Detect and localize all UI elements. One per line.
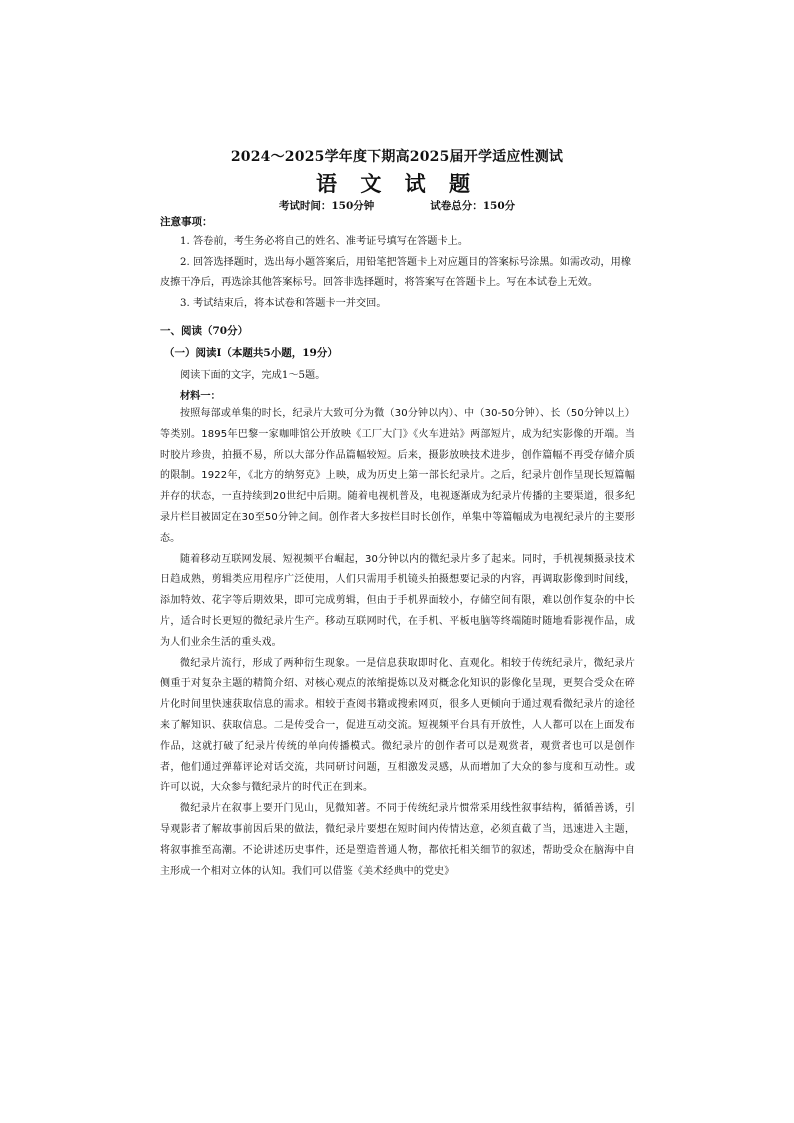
passage-paragraph: 按照每部或单集的时长，纪录片大致可分为微（30分钟以内）、中（30-50分钟）、长（50分钟以上）等类别。1895年巴黎一家咖啡馆公开放映《工厂大门》《火车进站》两部短片，成为纪实影像的开端。当时胶片珍贵，拍摄不易，所以大部分作品篇幅较短。后来，摄影放映技术进步，创作篇幅不再受存储介质的限制。1922年，《北方的纳努克》上映，成为历史上第一部长纪录片。之后，纪录片创作呈现长短篇幅并存的状态，一直持续到20世纪中后期。随着电视机普及，电视逐渐成为纪录片传播的主要渠道，很多纪录片栏目被固定在30至50分钟之间。创作者大多按栏目时长创作，单集中等篇幅成为电视纪录片的主要形态。 xyxy=(160,408,635,544)
notice-list xyxy=(160,232,635,314)
notice-item: 2. 回答选择题时，选出每小题答案后，用铅笔把答题卡上对应题目的答案标号涂黑。如需改动，用橡皮擦干净后，再选涂其他答案标号。回答非选择题时，将答案写在答题卡上。写在本试卷上无效。 xyxy=(160,256,632,288)
passage-paragraph: 微纪录片在叙事上要开门见山，见微知著。不同于传统纪录片惯常采用线性叙事结构，循循善诱，引导观影者了解故事前因后果的做法，微纪录片要想在短时间内传情达意，必须直截了当，迅速进入主题，将叙事推至高潮。不论讲述历史事件，还是塑造普通人物，都依托相关细节的叙述，帮助受众在脑海中自主形成一个相对立体的认知。我们可以借鉴《美术经典中的党史》 xyxy=(160,803,635,877)
exam-meta xyxy=(0,198,794,213)
notice-item: 3. 考试结束后，将本试卷和答题卡一并交回。 xyxy=(180,297,387,309)
total-score: 试卷总分：150分 xyxy=(430,200,516,212)
passage-paragraph: 微纪录片流行，形成了两种衍生现象。一是信息获取即时化、直观化。相较于传统纪录片，微纪录片侧重于对复杂主题的精简介绍、对核心观点的浓缩提炼以及对概念化知识的影像化呈现，更契合受众在碎片化时间里快速获取信息的需求。相较于查阅书籍或搜索网页，很多人更倾向于通过观看微纪录片的途径来了解知识、获取信息。二是传受合一，促进互动交流。短视频平台具有开放性，人人都可以在上面发布作品，这就打破了纪录片传统的单向传播模式。微纪录片的创作者可以是观赏者，观赏者也可以是创作者，他们通过弹幕评论对话交流，共同研讨问题，互相激发灵感，从而增加了大众的参与度和互动性。或许可以说，大众参与微纪录片的时代正在到来。 xyxy=(160,657,635,794)
question-instruction: 阅读下面的文字，完成1～5题。 xyxy=(180,370,326,381)
exam-title: 2024～2025学年度下期高2025届开学适应性测试 xyxy=(230,149,564,165)
section-heading: 一、阅读（70分） xyxy=(160,325,249,337)
subject-title: 语 文 试 题 xyxy=(316,171,478,196)
exam-time: 考试时间：150分钟 xyxy=(278,200,375,212)
notice-heading: 注意事项： xyxy=(160,216,213,228)
material-label: 材料一： xyxy=(180,390,221,402)
subsection-heading: （一）阅读Ⅰ（本题共5小题，19分） xyxy=(164,347,338,359)
notice-item: 1. 答卷前，考生务必将自己的姓名、准考证号填写在答题卡上。 xyxy=(180,236,469,247)
reading-passage xyxy=(160,404,635,882)
passage-paragraph: 随着移动互联网发展、短视频平台崛起，30分钟以内的微纪录片多了起来。同时，手机视频摄录技术日趋成熟，剪辑类应用程序广泛使用，人们只需用手机镜头拍摄想要记录的内容，再调取影像到时间线，添加特效、花字等后期效果，即可完成剪辑，但由于手机界面较小，存储空间有限，难以创作复杂的中长片，适合时长更短的微纪录片生产。移动互联网时代，在手机、平板电脑等终端随时随地看影视作品，成为人们业余生活的重头戏。 xyxy=(160,553,635,648)
